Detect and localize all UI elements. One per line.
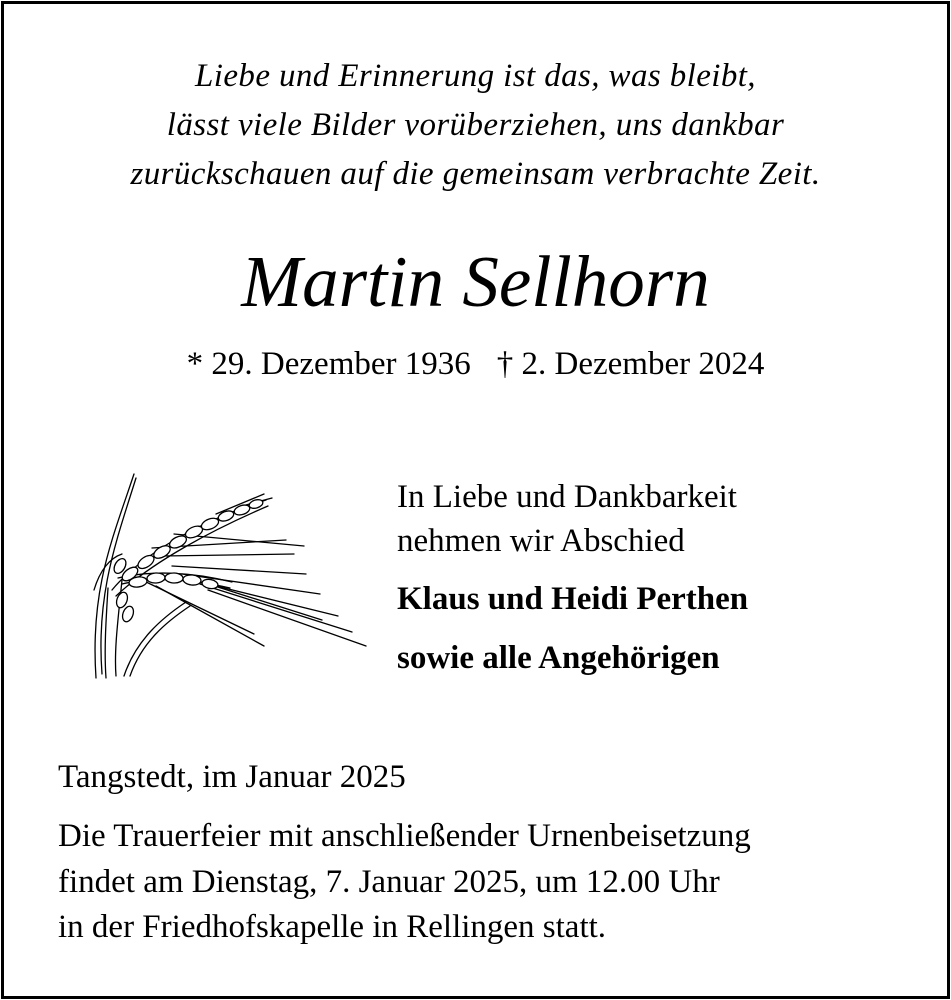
life-dates: [4, 344, 947, 384]
funeral-info-line-3: in der Friedhofskapelle in Rellingen statt.: [58, 909, 607, 945]
wheat-icon: [82, 470, 372, 682]
birth-date: * 29. Dezember 1936: [186, 346, 471, 382]
place-and-date: Tangstedt, im Januar 2025: [58, 759, 406, 795]
death-date: † 2. Dezember 2024: [496, 346, 765, 382]
funeral-info-line-1: Die Trauerfeier mit anschließender Urnenbeisetzung: [58, 818, 751, 854]
poem-line-2: lässt viele Bilder vorüberziehen, uns dankbar: [166, 107, 785, 143]
mourners-relatives: sowie alle Angehörigen: [397, 640, 720, 676]
mourners-family: Klaus und Heidi Perthen: [397, 581, 749, 617]
deceased-name: Martin Sellhorn: [241, 241, 710, 322]
poem-line-3: zurückschauen auf die gemeinsam verbrachte Zeit.: [130, 156, 821, 192]
mourners-line-1: In Liebe und Dankbarkeit: [397, 479, 737, 515]
poem-line-1: Liebe und Erinnerung ist das, was bleibt,: [195, 58, 756, 94]
mourners-line-2: nehmen wir Abschied: [397, 523, 685, 559]
obituary-notice: [1, 1, 950, 999]
funeral-info-line-2: findet am Dienstag, 7. Januar 2025, um 12.00 Uhr: [58, 864, 720, 900]
